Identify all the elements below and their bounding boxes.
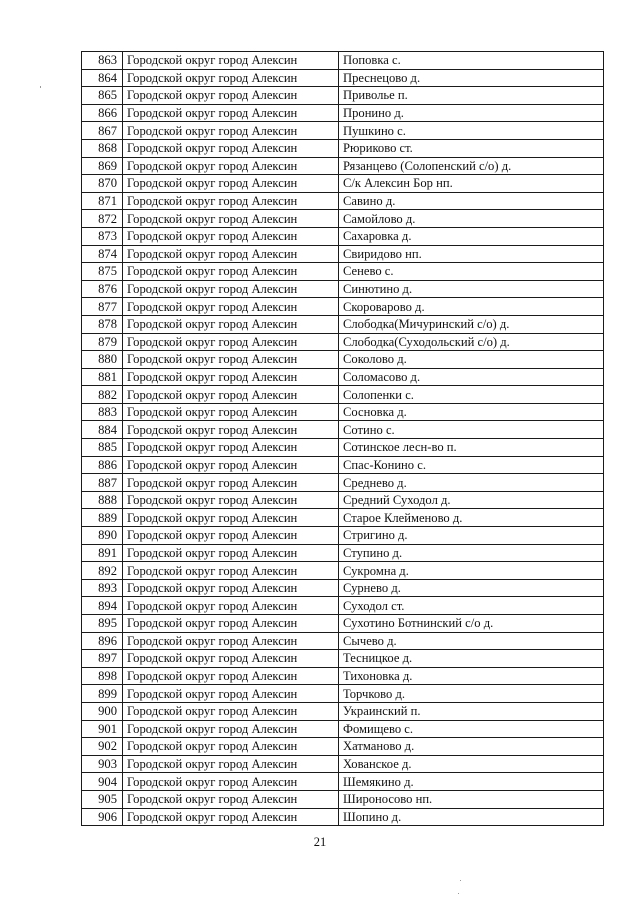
scan-speck bbox=[460, 880, 461, 881]
row-number-cell: 863 bbox=[82, 52, 123, 70]
district-cell: Городской округ город Алексин bbox=[123, 263, 339, 281]
settlement-cell: Солопенки с. bbox=[339, 386, 604, 404]
settlement-cell: Сукромна д. bbox=[339, 562, 604, 580]
table-row bbox=[82, 755, 604, 773]
table-row bbox=[82, 456, 604, 474]
settlement-cell: С/к Алексин Бор нп. bbox=[339, 175, 604, 193]
settlement-cell: Соколово д. bbox=[339, 351, 604, 369]
row-number-cell: 882 bbox=[82, 386, 123, 404]
table-row bbox=[82, 579, 604, 597]
table-row bbox=[82, 386, 604, 404]
district-cell: Городской округ город Алексин bbox=[123, 298, 339, 316]
row-number-cell: 896 bbox=[82, 632, 123, 650]
settlement-cell: Самойлово д. bbox=[339, 210, 604, 228]
settlement-cell: Рязанцево (Солопенский с/о) д. bbox=[339, 157, 604, 175]
settlements-table-body bbox=[82, 52, 604, 826]
table-row bbox=[82, 720, 604, 738]
district-cell: Городской округ город Алексин bbox=[123, 351, 339, 369]
row-number-cell: 865 bbox=[82, 87, 123, 105]
district-cell: Городской округ город Алексин bbox=[123, 544, 339, 562]
table-row bbox=[82, 632, 604, 650]
settlement-cell: Преснецово д. bbox=[339, 69, 604, 87]
table-row bbox=[82, 192, 604, 210]
settlement-cell: Ступино д. bbox=[339, 544, 604, 562]
table-row bbox=[82, 403, 604, 421]
district-cell: Городской округ город Алексин bbox=[123, 562, 339, 580]
settlement-cell: Средний Суходол д. bbox=[339, 491, 604, 509]
settlement-cell: Хатманово д. bbox=[339, 738, 604, 756]
row-number-cell: 872 bbox=[82, 210, 123, 228]
table-row bbox=[82, 562, 604, 580]
row-number-cell: 901 bbox=[82, 720, 123, 738]
district-cell: Городской округ город Алексин bbox=[123, 632, 339, 650]
table-row bbox=[82, 738, 604, 756]
row-number-cell: 904 bbox=[82, 773, 123, 791]
row-number-cell: 900 bbox=[82, 702, 123, 720]
row-number-cell: 891 bbox=[82, 544, 123, 562]
table-row bbox=[82, 351, 604, 369]
settlements-table bbox=[81, 51, 604, 826]
district-cell: Городской округ город Алексин bbox=[123, 192, 339, 210]
row-number-cell: 875 bbox=[82, 263, 123, 281]
table-row bbox=[82, 315, 604, 333]
district-cell: Городской округ город Алексин bbox=[123, 667, 339, 685]
row-number-cell: 903 bbox=[82, 755, 123, 773]
table-row bbox=[82, 421, 604, 439]
settlement-cell: Слободка(Суходольский с/о) д. bbox=[339, 333, 604, 351]
row-number-cell: 876 bbox=[82, 280, 123, 298]
settlement-cell: Хованское д. bbox=[339, 755, 604, 773]
settlement-cell: Сенево с. bbox=[339, 263, 604, 281]
row-number-cell: 880 bbox=[82, 351, 123, 369]
district-cell: Городской округ город Алексин bbox=[123, 720, 339, 738]
settlement-cell: Слободка(Мичуринский с/о) д. bbox=[339, 315, 604, 333]
table-row bbox=[82, 544, 604, 562]
settlement-cell: Спас-Конино с. bbox=[339, 456, 604, 474]
district-cell: Городской округ город Алексин bbox=[123, 122, 339, 140]
district-cell: Городской округ город Алексин bbox=[123, 386, 339, 404]
row-number-cell: 881 bbox=[82, 368, 123, 386]
district-cell: Городской округ город Алексин bbox=[123, 157, 339, 175]
table-row bbox=[82, 491, 604, 509]
district-cell: Городской округ город Алексин bbox=[123, 175, 339, 193]
settlement-cell: Сосновка д. bbox=[339, 403, 604, 421]
settlement-cell: Старое Клейменово д. bbox=[339, 509, 604, 527]
district-cell: Городской округ город Алексин bbox=[123, 104, 339, 122]
table-row bbox=[82, 298, 604, 316]
settlement-cell: Среднево д. bbox=[339, 474, 604, 492]
district-cell: Городской округ город Алексин bbox=[123, 685, 339, 703]
row-number-cell: 874 bbox=[82, 245, 123, 263]
district-cell: Городской округ город Алексин bbox=[123, 615, 339, 633]
settlement-cell: Фомищево с. bbox=[339, 720, 604, 738]
table-row bbox=[82, 210, 604, 228]
table-row bbox=[82, 790, 604, 808]
table-row bbox=[82, 667, 604, 685]
district-cell: Городской округ город Алексин bbox=[123, 474, 339, 492]
table-row bbox=[82, 263, 604, 281]
row-number-cell: 867 bbox=[82, 122, 123, 140]
settlement-cell: Сурнево д. bbox=[339, 579, 604, 597]
district-cell: Городской округ город Алексин bbox=[123, 368, 339, 386]
row-number-cell: 885 bbox=[82, 439, 123, 457]
district-cell: Городской округ город Алексин bbox=[123, 245, 339, 263]
row-number-cell: 899 bbox=[82, 685, 123, 703]
table-row bbox=[82, 368, 604, 386]
table-row bbox=[82, 52, 604, 70]
row-number-cell: 873 bbox=[82, 227, 123, 245]
row-number-cell: 894 bbox=[82, 597, 123, 615]
row-number-cell: 889 bbox=[82, 509, 123, 527]
district-cell: Городской округ город Алексин bbox=[123, 527, 339, 545]
settlement-cell: Сотинское лесн-во п. bbox=[339, 439, 604, 457]
table-row bbox=[82, 597, 604, 615]
settlement-cell: Тихоновка д. bbox=[339, 667, 604, 685]
district-cell: Городской округ город Алексин bbox=[123, 456, 339, 474]
table-row bbox=[82, 702, 604, 720]
district-cell: Городской округ город Алексин bbox=[123, 509, 339, 527]
table-row bbox=[82, 87, 604, 105]
district-cell: Городской округ город Алексин bbox=[123, 333, 339, 351]
settlement-cell: Поповка с. bbox=[339, 52, 604, 70]
row-number-cell: 884 bbox=[82, 421, 123, 439]
settlement-cell: Свиридово нп. bbox=[339, 245, 604, 263]
table-row bbox=[82, 280, 604, 298]
settlement-cell: Шемякино д. bbox=[339, 773, 604, 791]
district-cell: Городской округ город Алексин bbox=[123, 227, 339, 245]
table-row bbox=[82, 69, 604, 87]
table-row bbox=[82, 650, 604, 668]
settlement-cell: Рюриково ст. bbox=[339, 139, 604, 157]
district-cell: Городской округ город Алексин bbox=[123, 702, 339, 720]
row-number-cell: 864 bbox=[82, 69, 123, 87]
row-number-cell: 887 bbox=[82, 474, 123, 492]
settlement-cell: Сотино с. bbox=[339, 421, 604, 439]
row-number-cell: 866 bbox=[82, 104, 123, 122]
settlement-cell: Синютино д. bbox=[339, 280, 604, 298]
district-cell: Городской округ город Алексин bbox=[123, 52, 339, 70]
scan-speck bbox=[40, 86, 41, 88]
table-row bbox=[82, 439, 604, 457]
table-row bbox=[82, 139, 604, 157]
district-cell: Городской округ город Алексин bbox=[123, 87, 339, 105]
row-number-cell: 878 bbox=[82, 315, 123, 333]
settlement-cell: Пронино д. bbox=[339, 104, 604, 122]
settlement-cell: Сахаровка д. bbox=[339, 227, 604, 245]
settlement-cell: Сухотино Ботнинский с/о д. bbox=[339, 615, 604, 633]
settlement-cell: Тесницкое д. bbox=[339, 650, 604, 668]
settlement-cell: Суходол ст. bbox=[339, 597, 604, 615]
table-row bbox=[82, 685, 604, 703]
row-number-cell: 886 bbox=[82, 456, 123, 474]
table-row bbox=[82, 227, 604, 245]
table-row bbox=[82, 122, 604, 140]
row-number-cell: 895 bbox=[82, 615, 123, 633]
table-row bbox=[82, 333, 604, 351]
row-number-cell: 877 bbox=[82, 298, 123, 316]
table-row bbox=[82, 245, 604, 263]
settlement-cell: Сычево д. bbox=[339, 632, 604, 650]
settlement-cell: Украинский п. bbox=[339, 702, 604, 720]
row-number-cell: 898 bbox=[82, 667, 123, 685]
district-cell: Городской округ город Алексин bbox=[123, 650, 339, 668]
district-cell: Городской округ город Алексин bbox=[123, 439, 339, 457]
settlement-cell: Приволье п. bbox=[339, 87, 604, 105]
settlement-cell: Широносово нп. bbox=[339, 790, 604, 808]
row-number-cell: 871 bbox=[82, 192, 123, 210]
row-number-cell: 905 bbox=[82, 790, 123, 808]
district-cell: Городской округ город Алексин bbox=[123, 738, 339, 756]
table-row bbox=[82, 509, 604, 527]
district-cell: Городской округ город Алексин bbox=[123, 491, 339, 509]
row-number-cell: 883 bbox=[82, 403, 123, 421]
row-number-cell: 879 bbox=[82, 333, 123, 351]
page-number: 21 bbox=[313, 835, 327, 849]
settlement-cell: Соломасово д. bbox=[339, 368, 604, 386]
settlement-cell: Торчково д. bbox=[339, 685, 604, 703]
row-number-cell: 868 bbox=[82, 139, 123, 157]
row-number-cell: 869 bbox=[82, 157, 123, 175]
table-row bbox=[82, 808, 604, 826]
settlement-cell: Скороварово д. bbox=[339, 298, 604, 316]
district-cell: Городской округ город Алексин bbox=[123, 69, 339, 87]
district-cell: Городской округ город Алексин bbox=[123, 808, 339, 826]
district-cell: Городской округ город Алексин bbox=[123, 579, 339, 597]
district-cell: Городской округ город Алексин bbox=[123, 403, 339, 421]
row-number-cell: 893 bbox=[82, 579, 123, 597]
district-cell: Городской округ город Алексин bbox=[123, 597, 339, 615]
district-cell: Городской округ город Алексин bbox=[123, 755, 339, 773]
district-cell: Городской округ город Алексин bbox=[123, 315, 339, 333]
table-row bbox=[82, 474, 604, 492]
table-row bbox=[82, 773, 604, 791]
table-row bbox=[82, 175, 604, 193]
row-number-cell: 870 bbox=[82, 175, 123, 193]
district-cell: Городской округ город Алексин bbox=[123, 210, 339, 228]
settlement-cell: Пушкино с. bbox=[339, 122, 604, 140]
district-cell: Городской округ город Алексин bbox=[123, 139, 339, 157]
table-row bbox=[82, 615, 604, 633]
row-number-cell: 888 bbox=[82, 491, 123, 509]
scan-speck bbox=[458, 893, 459, 894]
settlement-cell: Савино д. bbox=[339, 192, 604, 210]
row-number-cell: 890 bbox=[82, 527, 123, 545]
district-cell: Городской округ город Алексин bbox=[123, 773, 339, 791]
table-row bbox=[82, 527, 604, 545]
district-cell: Городской округ город Алексин bbox=[123, 421, 339, 439]
table-row bbox=[82, 104, 604, 122]
settlement-cell: Шопино д. bbox=[339, 808, 604, 826]
table-row bbox=[82, 157, 604, 175]
row-number-cell: 906 bbox=[82, 808, 123, 826]
settlement-cell: Стригино д. bbox=[339, 527, 604, 545]
row-number-cell: 902 bbox=[82, 738, 123, 756]
district-cell: Городской округ город Алексин bbox=[123, 790, 339, 808]
row-number-cell: 897 bbox=[82, 650, 123, 668]
row-number-cell: 892 bbox=[82, 562, 123, 580]
district-cell: Городской округ город Алексин bbox=[123, 280, 339, 298]
